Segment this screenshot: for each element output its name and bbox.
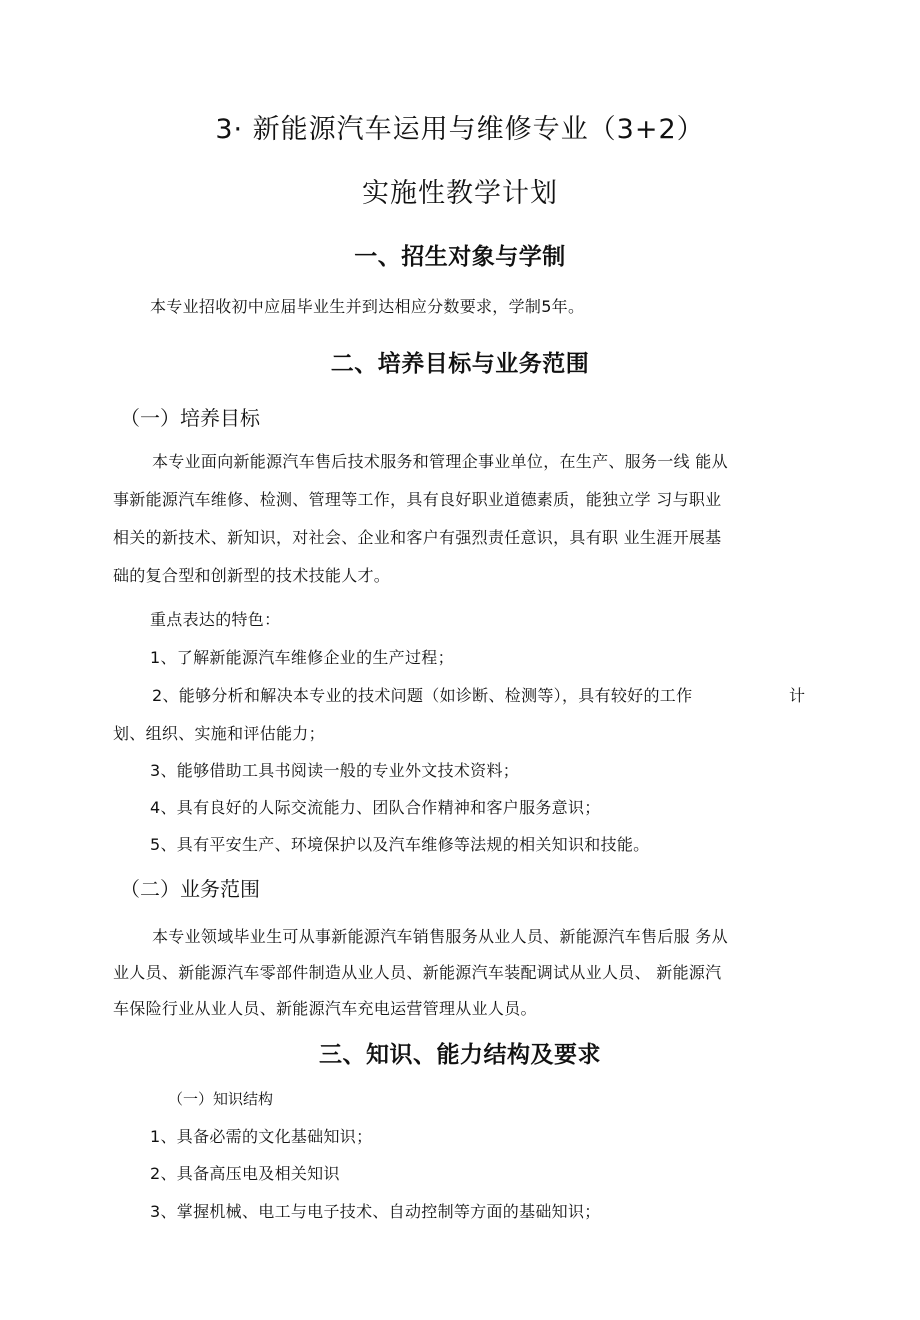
feature-item-4: 4、具有良好的人际交流能力、团队合作精神和客户服务意识； <box>150 798 601 817</box>
section2-sub1-heading: （一）培养目标 <box>120 406 260 430</box>
feature-item-2-end: 计 <box>789 686 806 705</box>
scope-para-line-1: 本专业领域毕业生可从事新能源汽车销售服务从业人员、新能源汽车售后服 务从 <box>152 927 728 946</box>
knowledge-item-2: 2、具备高压电及相关知识 <box>150 1164 340 1183</box>
features-label: 重点表达的特色： <box>150 610 281 629</box>
section1-text: 本专业招收初中应届毕业生并到达相应分数要求，学制5年。 <box>150 297 585 316</box>
section2-heading: 二、培养目标与业务范围 <box>330 351 590 377</box>
feature-item-3: 3、能够借助工具书阅读一般的专业外文技术资料； <box>150 761 520 780</box>
objective-para-line-1: 本专业面向新能源汽车售后技术服务和管理企事业单位，在生产、服务一线 能从 <box>152 452 728 471</box>
knowledge-item-3: 3、掌握机械、电工与电子技术、自动控制等方面的基础知识； <box>150 1202 601 1221</box>
document-subtitle: 实施性教学计划 <box>362 178 558 209</box>
section3-sub1-heading: （一）知识结构 <box>168 1090 274 1108</box>
section3-heading: 三、知识、能力结构及要求 <box>319 1042 601 1068</box>
objective-para-line-2: 事新能源汽车维修、检测、管理等工作，具有良好职业道德素质，能独立学 习与职业 <box>113 490 722 509</box>
objective-para-line-3: 相关的新技术、新知识，对社会、企业和客户有强烈责任意识，具有职 业生涯开展基 <box>113 528 722 547</box>
document-title: 3· 新能源汽车运用与维修专业（3+2） <box>215 114 705 145</box>
section1-heading: 一、招生对象与学制 <box>354 244 566 270</box>
knowledge-item-1: 1、具备必需的文化基础知识； <box>150 1127 373 1146</box>
feature-item-2: 2、能够分析和解决本专业的技术问题（如诊断、检测等），具有较好的工作 <box>152 686 693 705</box>
section2-sub2-heading: （二）业务范围 <box>120 877 260 901</box>
scope-para-line-2: 业人员、新能源汽车零部件制造从业人员、新能源汽车装配调试从业人员、 新能源汽 <box>113 963 722 982</box>
scope-para-line-3: 车保险行业从业人员、新能源汽车充电运营管理从业人员。 <box>113 999 537 1018</box>
feature-item-2-cont: 划、组织、实施和评估能力； <box>113 724 325 743</box>
objective-para-line-4: 础的复合型和创新型的技术技能人才。 <box>113 566 391 585</box>
feature-item-1: 1、了解新能源汽车维修企业的生产过程； <box>150 648 454 667</box>
feature-item-5: 5、具有平安生产、环境保护以及汽车维修等法规的相关知识和技能。 <box>150 835 650 854</box>
